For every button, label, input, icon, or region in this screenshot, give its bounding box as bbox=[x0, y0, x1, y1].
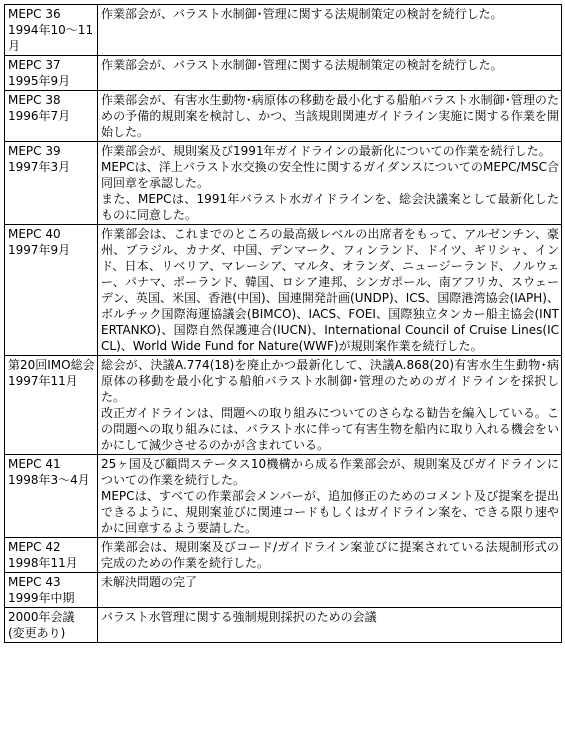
description-paragraph: 25ヶ国及び顧問ステータス10機構から成る作業部会が、規則案及びガイドラインについての作業を続行した。 bbox=[101, 457, 559, 487]
meeting-name: MEPC 42 bbox=[8, 540, 61, 554]
meeting-name: MEPC 41 bbox=[8, 457, 61, 471]
meeting-cell bbox=[5, 91, 98, 142]
meeting-date: 1996年7月 bbox=[8, 109, 71, 123]
meeting-date: 1995年9月 bbox=[8, 74, 71, 88]
description-paragraph: MEPCは、洋上バラスト水交換の安全性に関するガイダンスについてのMEPC/MSC合同回章を承認した。 bbox=[101, 160, 559, 190]
table-row bbox=[5, 5, 562, 56]
description-paragraph: 作業部会が、規則案及び1991年ガイドラインの最新化についての作業を続行した。 bbox=[101, 144, 551, 158]
table-row bbox=[5, 356, 562, 455]
meeting-name: MEPC 37 bbox=[8, 58, 61, 72]
description-cell bbox=[98, 225, 562, 356]
meeting-cell bbox=[5, 5, 98, 56]
description-cell bbox=[98, 91, 562, 142]
meeting-date: 1994年10～11月 bbox=[8, 23, 94, 53]
meeting-date: 1997年3月 bbox=[8, 160, 71, 174]
meeting-name: MEPC 43 bbox=[8, 575, 61, 589]
table-row bbox=[5, 56, 562, 91]
meeting-date: 1999年中期 bbox=[8, 591, 75, 605]
meeting-cell bbox=[5, 573, 98, 608]
description-cell bbox=[98, 5, 562, 56]
meeting-name: 第20回IMO総会 bbox=[8, 358, 95, 372]
description-cell bbox=[98, 608, 562, 643]
meeting-date: 1997年9月 bbox=[8, 243, 71, 257]
table-row bbox=[5, 455, 562, 538]
description-paragraph: 作業部会が、バラスト水制御･管理に関する法規制策定の検討を続行した。 bbox=[101, 7, 503, 21]
description-cell bbox=[98, 538, 562, 573]
meeting-cell bbox=[5, 225, 98, 356]
description-paragraph: 改正ガイドラインは、問題への取り組みについてのさらなる勧告を編入している。この問題への取り組みには、バラスト水に伴って有害生物を船内に取り入れる機会をいかにして減少させるのかが含まれている。 bbox=[101, 406, 559, 452]
meeting-cell bbox=[5, 56, 98, 91]
meeting-cell bbox=[5, 538, 98, 573]
meeting-cell bbox=[5, 142, 98, 225]
meeting-date: 1997年11月 bbox=[8, 374, 78, 388]
table-row bbox=[5, 608, 562, 643]
table-row bbox=[5, 225, 562, 356]
description-paragraph: 作業部会が、バラスト水制御･管理に関する法規制策定の検討を続行した。 bbox=[101, 58, 503, 72]
document-page bbox=[4, 4, 561, 643]
table-row bbox=[5, 91, 562, 142]
meeting-name: MEPC 40 bbox=[8, 227, 61, 241]
description-cell bbox=[98, 455, 562, 538]
meeting-cell bbox=[5, 356, 98, 455]
ballast-water-history-table bbox=[4, 4, 562, 643]
table-row bbox=[5, 142, 562, 225]
meeting-name: MEPC 39 bbox=[8, 144, 61, 158]
description-paragraph: 総会が、決議A.774(18)を廃止かつ最新化して、決議A.868(20)有害水生生動物･病原体の移動を最小化する船舶バラスト水制御･管理のためのガイドラインを採択した。 bbox=[101, 358, 559, 404]
meeting-name: MEPC 36 bbox=[8, 7, 61, 21]
meeting-date: 1998年3～4月 bbox=[8, 473, 90, 487]
description-paragraph: MEPCは、すべての作業部会メンバーが、追加修正のためのコメント及び提案を提出できるように、規則案並びに関連コードもしくはガイドライン案を、できる限り速やかに回章するよう要請した。 bbox=[101, 489, 559, 535]
description-paragraph: 作業部会が、有害水生動物･病原体の移動を最小化する船舶バラスト水制御･管理のための予備的規則案を検討し、かつ、当該規則関連ガイドライン実施に関する作業を開始した。 bbox=[101, 93, 559, 139]
description-cell bbox=[98, 573, 562, 608]
meeting-cell bbox=[5, 455, 98, 538]
description-paragraph: バラスト水管理に関する強制規則採択のための会議 bbox=[101, 610, 377, 624]
description-paragraph: 作業部会は、規則案及びコード/ガイドライン案並びに提案されている法規制形式の完成のための作業を続行した。 bbox=[101, 540, 559, 570]
description-paragraph: また、MEPCは、1991年バラスト水ガイドラインを、総会決議案として最新化したものに同意した。 bbox=[101, 192, 559, 222]
meeting-name: 2000年会議 bbox=[8, 610, 75, 624]
table-row bbox=[5, 573, 562, 608]
description-cell bbox=[98, 356, 562, 455]
meeting-name: MEPC 38 bbox=[8, 93, 61, 107]
description-cell bbox=[98, 142, 562, 225]
meeting-date: 1998年11月 bbox=[8, 556, 78, 570]
description-cell bbox=[98, 56, 562, 91]
description-paragraph: 作業部会は、これまでのところの最高級レベルの出席者をもって、アルゼンチン、豪州、ブラジル、カナダ、中国、デンマーク、フィンランド、ドイツ、ギリシャ、インド、日本、リベリア、マレーシア、マルタ、オランダ、ニュージーランド、ノルウェー、パナマ、ポーランド、韓国、ロシア連邦、シンガポール、南アフリカ、スウェーデン、英国、米国、香港(中国)、国連開発計画(UNDP)、ICS、国際港湾協会(IAPH)、ボルチック国際海運協議会(BIMCO)、IACS、FOEI、国際独立タンカー船主協会(INTERTANKO)、国際自然保護連合(IUCN)、International Council of Cruise Lines(ICCL)、World Wide Fund for Nature(WWF)が規則案作業を続行した。 bbox=[101, 227, 559, 353]
table-row bbox=[5, 538, 562, 573]
table-body bbox=[5, 5, 562, 643]
meeting-cell bbox=[5, 608, 98, 643]
meeting-date: (変更あり) bbox=[8, 626, 66, 640]
description-paragraph: 未解決問題の完了 bbox=[101, 575, 198, 589]
